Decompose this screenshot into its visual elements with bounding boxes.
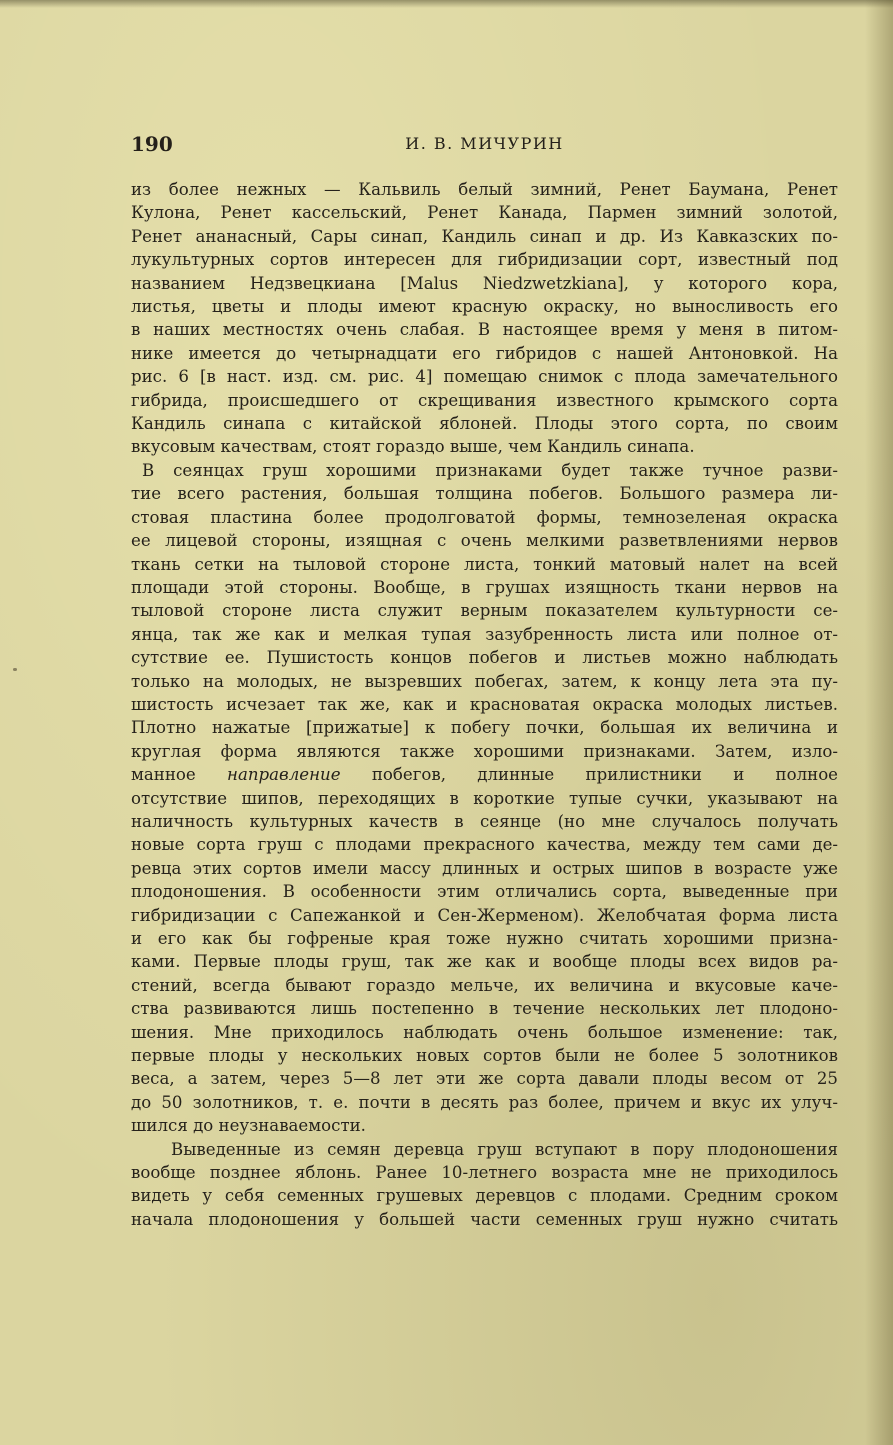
text-line: названием Недзвецкиана [Malus Niedzwetzkiana], у которого кора, — [131, 273, 838, 293]
page-top-shadow — [0, 0, 893, 8]
text-line: тыловой стороне листа служит верным показателем культурности се- — [131, 601, 838, 621]
text-line: ревца этих сортов имели массу длинных и острых шипов в возрасте уже — [131, 858, 838, 878]
text-line: В сеянцах груш хорошими признаками будет также тучное разви- — [142, 460, 838, 480]
text-line: лукультурных сортов интересен для гибридизации сорт, известный под — [131, 250, 838, 270]
text-line: Плотно нажатые [прижатые] к побегу почки, большая их величина и — [131, 718, 838, 738]
text-line: и его как бы гофреные края тоже нужно считать хорошими призна- — [131, 929, 838, 948]
paragraph-3 — [131, 1138, 838, 1232]
text-line: ее лицевой стороны, изящная с очень мелкими разветвлениями нервов — [131, 531, 838, 551]
paragraph-1 — [131, 178, 838, 459]
text-line: шистость исчезает так же, как и красноватая окраска молодых листьев. — [131, 694, 838, 714]
text-line: начала плодоношения у большей части семенных груш нужно считать — [131, 1209, 838, 1229]
text-run: побегов, длинные прилистники и полное — [340, 765, 838, 785]
text-line: сутствие ее. Пушистость концов побегов и листьев можно наблюдать — [131, 648, 838, 668]
text-line: шения. Мне приходилось наблюдать очень большое изменение: так, — [131, 1022, 838, 1042]
text-line: янца, так же как и мелкая тупая зазубренность листа или полное от- — [131, 624, 838, 644]
text-line: плодоношения. В особенности этим отличались сорта, выведенные при — [131, 882, 838, 902]
text-line: стений, всегда бывают гораздо мельче, их величина и вкусовые каче- — [131, 975, 838, 995]
text-line: отсутствие шипов, переходящих в короткие тупые сучки, указывают на — [131, 788, 838, 808]
text-line: Ренет ананасный, Сары синап, Кандиль синап и др. Из Кавказских по- — [131, 226, 838, 246]
page-number: 190 — [131, 132, 173, 156]
text-line: ками. Первые плоды груш, так же как и вообще плоды всех видов ра- — [131, 952, 838, 972]
text-line: новые сорта груш с плодами прекрасного качества, между тем сами де- — [131, 835, 838, 855]
text-line: нике имеется до четырнадцати его гибридов с нашей Антоновкой. На — [131, 343, 838, 363]
text-line — [131, 763, 838, 786]
text-line: вообще позднее яблонь. Ранее 10-летнего возраста мне не приходилось — [131, 1163, 838, 1183]
page-header — [131, 132, 838, 158]
text-line: вкусовым качествам, стоят гораздо выше, чем Кандиль синапа. — [131, 437, 695, 457]
text-line: только на молодых, не вызревших побегах, затем, к концу лета эта пу- — [131, 671, 838, 691]
text-line: гибридизации с Сапежанкой и Сен-Жерменом). Желобчатая форма листа — [131, 905, 838, 925]
text-line: листья, цветы и плоды имеют красную окраску, но выносливость его — [131, 297, 838, 317]
text-line: первые плоды у нескольких новых сортов были не более 5 золотников — [131, 1046, 838, 1066]
paragraph-2 — [131, 459, 838, 1138]
text-line: ства развиваются лишь постепенно в течение нескольких лет плодоно- — [131, 999, 838, 1019]
text-line: в наших местностях очень слабая. В настоящее время у меня в питом- — [131, 320, 838, 340]
text-line: наличность культурных качеств в сеянце (но мне случалось получать — [131, 811, 838, 831]
text-line: Кулона, Ренет кассельский, Ренет Канада, Пармен зимний золотой, — [131, 203, 838, 223]
text-run: манное — [131, 765, 228, 785]
italic-emphasis: направление — [227, 765, 341, 785]
text-line: круглая форма являются также хорошими признаками. Затем, изло- — [131, 741, 838, 761]
text-line: рис. 6 [в наст. изд. см. рис. 4] помещаю снимок с плода замечательного — [131, 367, 838, 387]
body-text — [131, 178, 838, 1231]
text-line: веса, а затем, через 5—8 лет эти же сорта давали плоды весом от 25 — [131, 1069, 838, 1089]
text-line: шился до неузнаваемости. — [131, 1116, 366, 1136]
page-right-shadow — [865, 0, 893, 1445]
text-line: из более нежных — Кальвиль белый зимний, Ренет Баумана, Ренет — [131, 180, 838, 199]
running-head: И. В. МИЧУРИН — [405, 134, 564, 153]
text-line: до 50 золотников, т. е. почти в десять раз более, причем и вкус их улуч- — [131, 1092, 838, 1112]
text-line: гибрида, происшедшего от скрещивания известного крымского сорта — [131, 390, 838, 410]
text-line: видеть у себя семенных грушевых деревцов с плодами. Средним сроком — [131, 1186, 838, 1206]
text-line: площади этой стороны. Вообще, в грушах изящность ткани нервов на — [131, 577, 838, 597]
text-line: ткань сетки на тыловой стороне листа, тонкий матовый налет на всей — [131, 554, 838, 574]
scan-speck — [13, 668, 17, 671]
text-line: тие всего растения, большая толщина побегов. Большого размера ли- — [131, 484, 838, 504]
text-line: Кандиль синапа с китайской яблоней. Плоды этого сорта, по своим — [131, 414, 838, 434]
text-line: Выведенные из семян деревца груш вступают в пору плодоношения — [171, 1139, 838, 1159]
text-line: стовая пластина более продолговатой формы, темнозеленая окраска — [131, 507, 838, 527]
